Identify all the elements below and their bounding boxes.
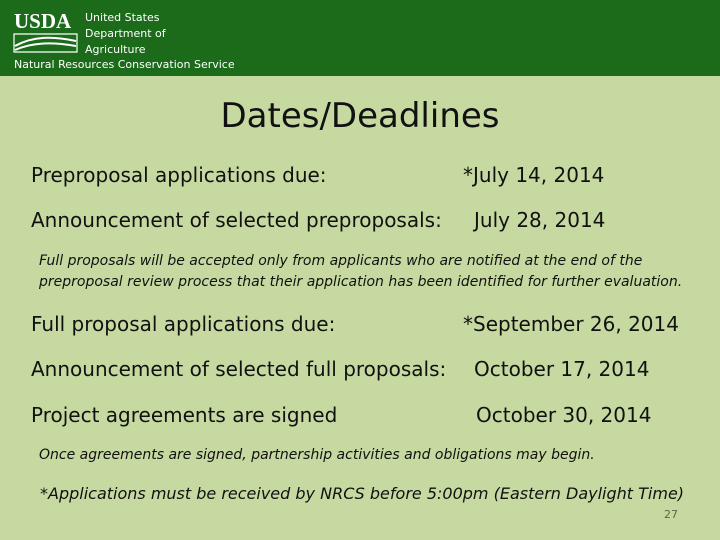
page-number: 27: [664, 508, 678, 521]
svg-text:USDA: USDA: [14, 10, 72, 33]
deadline-label: Announcement of selected full proposals:: [31, 357, 447, 381]
deadline-date: October 30, 2014: [476, 403, 652, 427]
usda-logo: [13, 10, 78, 54]
agency-line: Agriculture: [85, 43, 146, 56]
deadline-label: Full proposal applications due:: [31, 312, 336, 336]
deadline-label: Preproposal applications due:: [31, 163, 327, 187]
deadline-date: *September 26, 2014: [463, 312, 679, 336]
deadline-date: *July 14, 2014: [463, 163, 605, 187]
note-line: Full proposals will be accepted only from applicants who are notified at the end of the: [39, 253, 643, 269]
deadline-date: July 28, 2014: [474, 208, 606, 232]
header-bar: [0, 0, 720, 76]
footnote: *Applications must be received by NRCS before 5:00pm (Eastern Daylight Time): [40, 484, 685, 503]
agency-name: [85, 10, 166, 58]
note-line: preproposal review process that their application has been identified for further evaluation.: [39, 274, 683, 290]
deadline-date: October 17, 2014: [474, 357, 650, 381]
agency-line: United States: [85, 11, 160, 24]
agreements-note: Once agreements are signed, partnership activities and obligations may begin.: [39, 447, 595, 463]
service-name: Natural Resources Conservation Service: [14, 58, 235, 71]
deadline-label: Project agreements are signed: [31, 403, 338, 427]
deadline-label: Announcement of selected preproposals:: [31, 208, 442, 232]
preproposal-note: [39, 251, 682, 293]
agency-line: Department of: [85, 27, 166, 40]
slide-title: Dates/Deadlines: [220, 96, 500, 136]
